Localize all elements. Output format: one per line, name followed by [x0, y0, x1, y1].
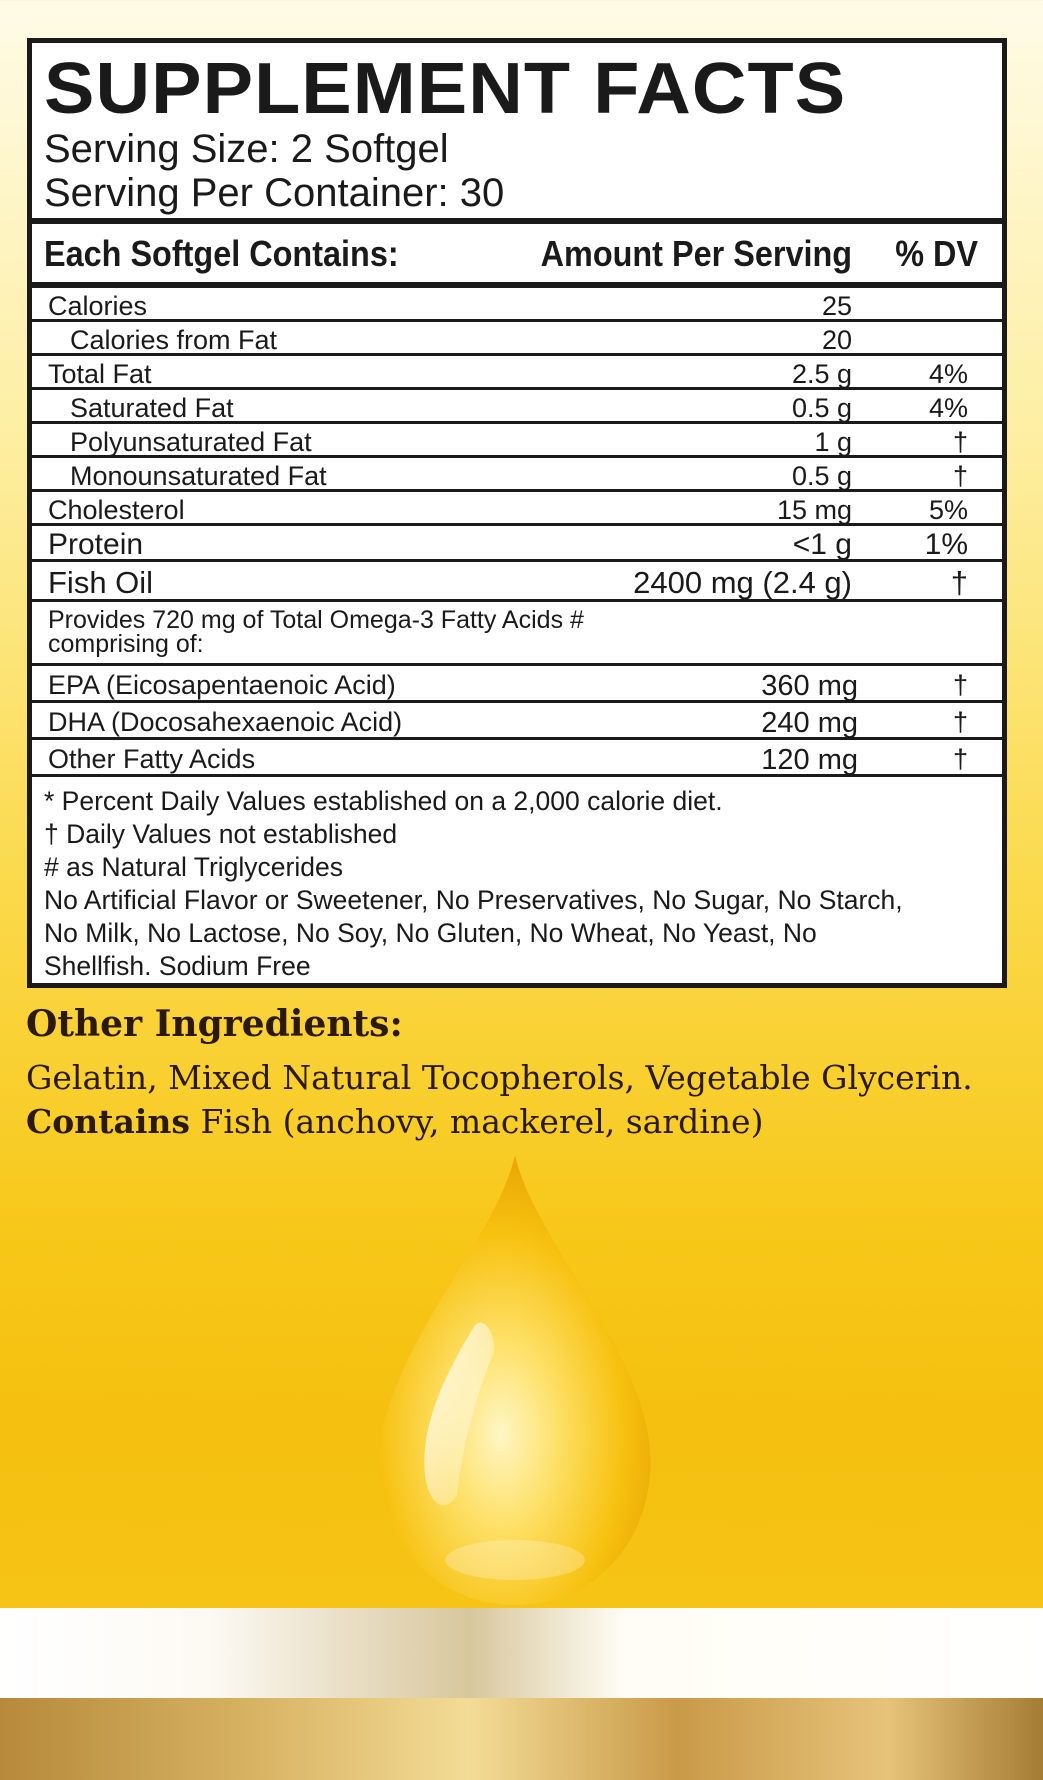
- nutrient-dv: 4%: [928, 393, 968, 423]
- acid-label: Other Fatty Acids: [48, 744, 256, 774]
- serving-size: Serving Size: 2 Softgel: [44, 127, 449, 171]
- nutrient-amount: <1 g: [792, 528, 852, 561]
- nutrient-amount: 20: [821, 325, 852, 355]
- other-ingredients-title: Other Ingredients:: [26, 1003, 403, 1045]
- nutrient-row-fish-oil: [32, 562, 1002, 602]
- nutrient-label: Fish Oil: [48, 565, 154, 600]
- gold-band: [0, 1698, 1043, 1780]
- acid-row-dha: [32, 703, 1002, 740]
- footnote-line: No Milk, No Lactose, No Soy, No Gluten, No Wheat, No Yeast, No: [44, 918, 817, 948]
- nutrient-amount: 2400 mg (2.4 g): [633, 565, 852, 600]
- nutrient-label: Saturated Fat: [70, 393, 234, 423]
- nutrient-amount: 1 g: [814, 427, 852, 457]
- acid-amount: 360 mg: [761, 670, 858, 702]
- acid-dv: †: [952, 744, 968, 774]
- nutrient-label: Total Fat: [48, 359, 152, 389]
- omega-3-note: [48, 608, 748, 656]
- servings-per-container: Serving Per Container: 30: [44, 171, 505, 215]
- other-ingredients-list: Gelatin, Mixed Natural Tocopherols, Vegetable Glycerin.: [26, 1058, 973, 1097]
- nutrient-dv: †: [952, 461, 968, 491]
- contains-text: Fish (anchovy, mackerel, sardine): [190, 1102, 764, 1141]
- nutrient-label: Calories: [48, 291, 148, 321]
- nutrient-row-monounsaturated-fat: [32, 458, 1002, 492]
- contains-label: Contains: [26, 1102, 191, 1141]
- acid-row-epa: [32, 666, 1002, 703]
- light-band: [0, 1608, 1043, 1698]
- nutrient-label: Protein: [48, 528, 144, 561]
- omega-3-note-line: Provides 720 mg of Total Omega-3 Fatty Acids #: [48, 606, 584, 634]
- footnote-line: No Artificial Flavor or Sweetener, No Preservatives, No Sugar, No Starch,: [44, 885, 903, 915]
- nutrient-amount: 2.5 g: [791, 359, 852, 389]
- facts-header: [32, 43, 1002, 218]
- nutrient-amount: 0.5 g: [791, 461, 852, 491]
- acid-amount: 120 mg: [761, 744, 858, 776]
- nutrient-dv: 5%: [928, 495, 968, 525]
- nutrient-rows: [32, 282, 1002, 777]
- other-ingredients: [26, 1000, 1036, 1144]
- supplement-facts-panel: [27, 38, 1007, 988]
- nutrient-label: Cholesterol: [48, 495, 185, 525]
- nutrient-row-calories-from-fat: [32, 322, 1002, 356]
- nutrient-label: Polyunsaturated Fat: [70, 427, 312, 457]
- omega-3-note-line: comprising of:: [48, 630, 204, 658]
- footnote-line: * Percent Daily Values established on a 2,000 calorie diet.: [44, 786, 723, 816]
- acid-label: DHA (Docosahexaenoic Acid): [48, 707, 403, 737]
- footnote-line: † Daily Values not established: [44, 819, 398, 849]
- nutrient-dv: †: [952, 427, 968, 457]
- nutrient-row-saturated-fat: [32, 390, 1002, 424]
- footnotes: [32, 777, 1002, 983]
- nutrient-row-total-fat: [32, 356, 1002, 390]
- footnote-line: # as Natural Triglycerides: [44, 852, 343, 882]
- footnote-line: Shellfish. Sodium Free: [44, 951, 311, 981]
- nutrient-row-protein: [32, 526, 1002, 562]
- acid-dv: †: [952, 707, 968, 737]
- column-header-dv: % DV: [895, 233, 978, 274]
- nutrient-dv: †: [950, 565, 968, 600]
- omega-3-note-row: [32, 602, 1002, 666]
- nutrient-amount: 15 mg: [776, 495, 852, 525]
- oil-drop-icon: [365, 1155, 665, 1605]
- nutrient-dv: 1%: [924, 528, 968, 561]
- nutrient-amount: 25: [821, 291, 852, 321]
- nutrient-label: Calories from Fat: [70, 325, 278, 355]
- column-header: [32, 224, 1002, 282]
- acid-label: EPA (Eicosapentaenoic Acid): [48, 670, 396, 700]
- acid-dv: †: [952, 670, 968, 700]
- nutrient-row-calories: [32, 288, 1002, 322]
- acid-amount: 240 mg: [761, 707, 858, 739]
- nutrient-amount: 0.5 g: [791, 393, 852, 423]
- nutrient-row-polyunsaturated-fat: [32, 424, 1002, 458]
- nutrient-label: Monounsaturated Fat: [70, 461, 327, 491]
- column-header-amount: Amount Per Serving: [540, 233, 852, 274]
- column-header-contents: Each Softgel Contains:: [44, 233, 399, 274]
- acid-row-other: [32, 740, 1002, 777]
- facts-title: SUPPLEMENT FACTS: [44, 49, 847, 129]
- nutrient-row-cholesterol: [32, 492, 1002, 526]
- allergen-statement: [26, 1100, 1036, 1144]
- nutrient-dv: 4%: [928, 359, 968, 389]
